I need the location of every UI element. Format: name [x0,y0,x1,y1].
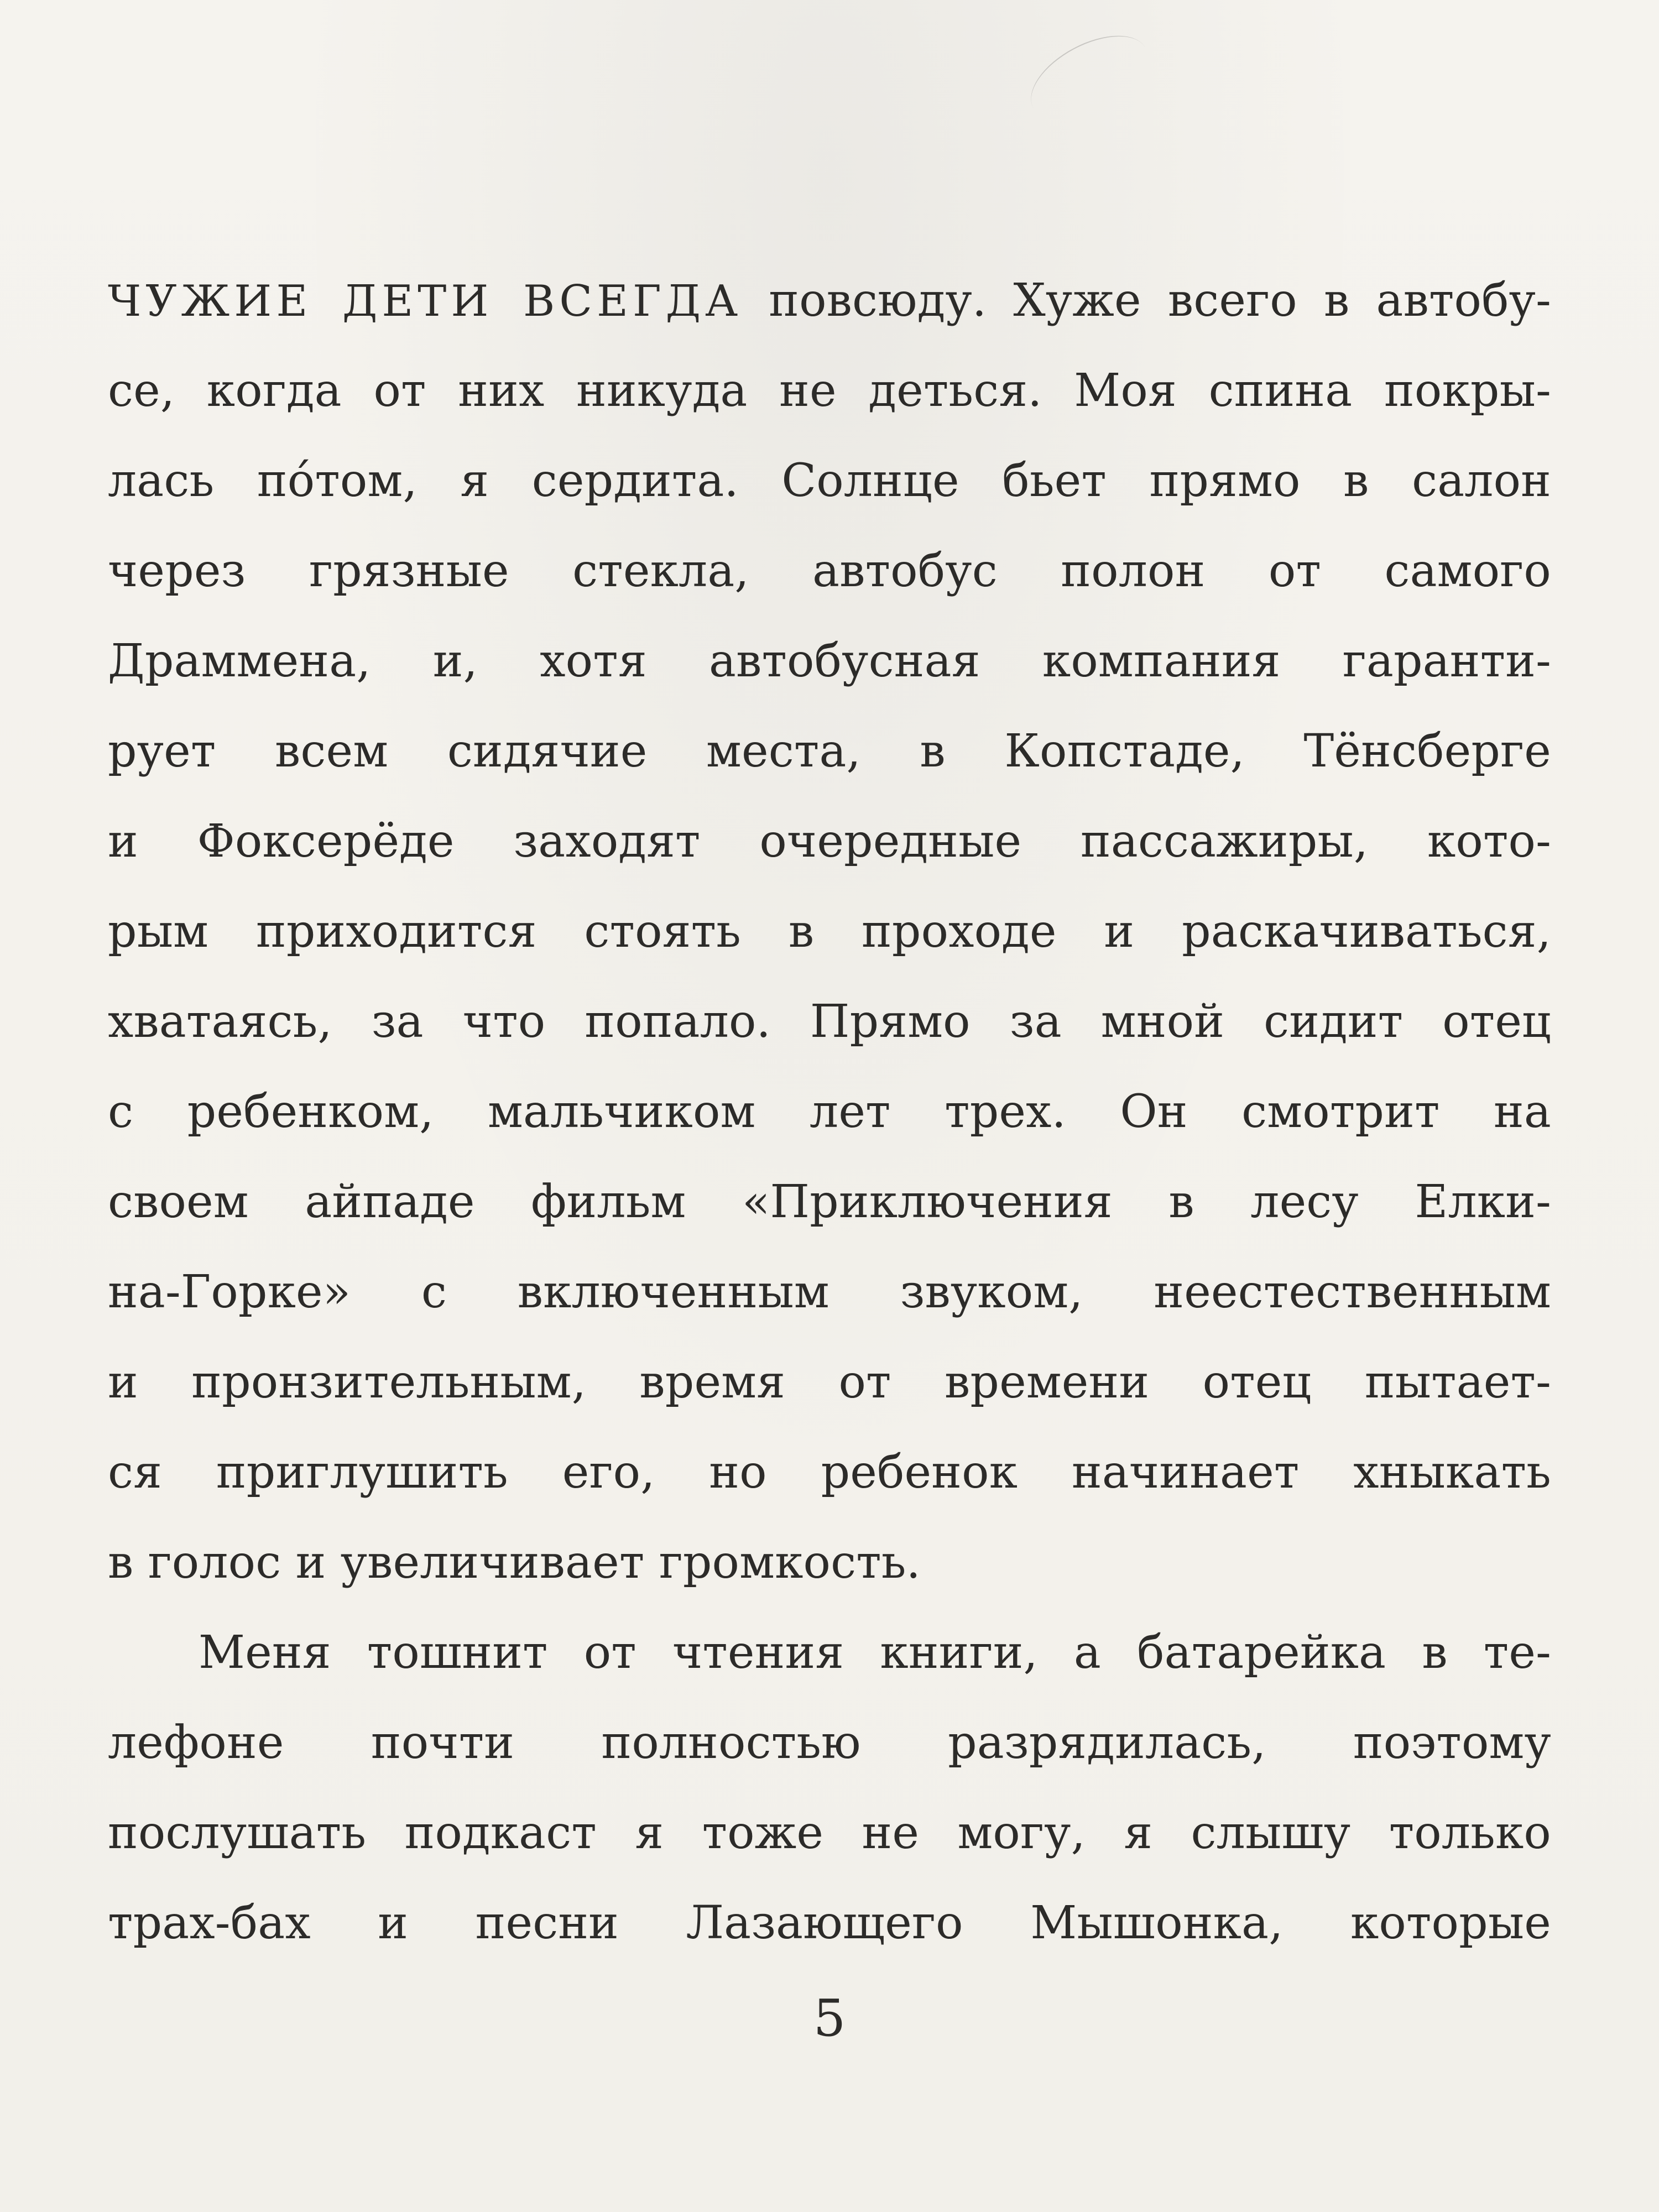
text-line: лефоне почти полностью разрядилась, поэтому [108,1717,1551,1769]
text-line: хватаясь, за что попало. Прямо за мной сидит отец [108,995,1551,1048]
text-line: своем айпаде фильм «Приключения в лесу Елки- [108,1176,1551,1228]
text-line-paragraph-end: в голос и увеличивает громкость. [108,1536,921,1589]
text-line: с ребенком, мальчиком лет трех. Он смотрит на [108,1086,1551,1138]
text-line: рует всем сидячие места, в Копстаде, Тёнсберге [108,725,1551,778]
page-number: 5 [813,1989,846,2048]
text-line: на-Горке» с включенным звуком, неестественным [108,1266,1551,1318]
text-line [108,255,1551,346]
text-line-rest: повсюду. Хуже всего в автобу- [742,274,1551,327]
text-line: и пронзительным, время от времени отец пытает- [108,1356,1551,1408]
text-line: и Фоксерёде заходят очередные пассажиры, кото- [108,815,1551,868]
text-line: Драммена, и, хотя автобусная компания гаранти- [108,635,1551,687]
text-line: лась по́том, я сердита. Солнце бьет прямо в салон [108,455,1551,507]
lead-in-small-caps: ЧУЖИЕ ДЕТИ ВСЕГДА [108,276,743,326]
text-line: рым приходится стоять в проходе и раскачиваться, [108,905,1551,958]
text-line: через грязные стекла, автобус полон от самого [108,545,1551,597]
text-line: ся приглушить его, но ребенок начинает хныкать [108,1446,1551,1499]
paper-scratch [1018,18,1161,138]
text-line: трах-бах и песни Лазающего Мышонка, которые [108,1897,1551,1949]
text-line: се, когда от них никуда не деться. Моя спина покры- [108,364,1551,417]
text-line-paragraph-start: Меня тошнит от чтения книги, а батарейка в те- [199,1626,1551,1679]
body-text [108,255,1551,1968]
text-line: послушать подкаст я тоже не могу, я слышу только [108,1807,1551,1859]
